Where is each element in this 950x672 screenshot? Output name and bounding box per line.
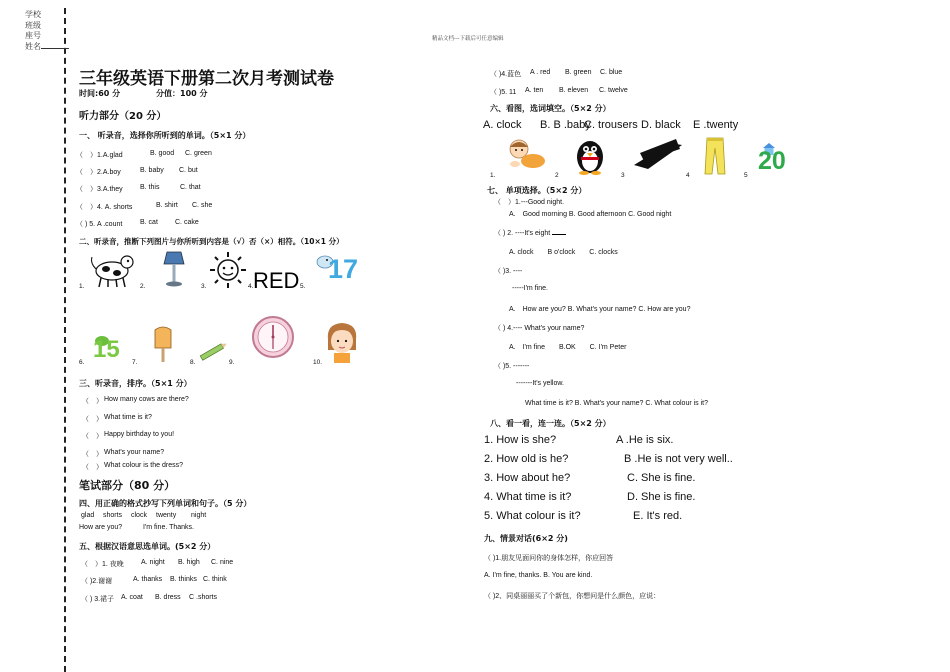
- s5-item: （ ）1. 夜晚 A. night B. high C. nine: [81, 559, 234, 568]
- student-info-stub: [25, 10, 70, 52]
- stub-name: 姓名: [25, 42, 70, 53]
- s2-num: 3.: [201, 283, 207, 290]
- s2-num: 5.: [300, 283, 306, 290]
- s9-item: （ )1.朋友见面问你的身体怎样，你应回答: [484, 555, 614, 562]
- binding-dashed-line: [64, 8, 66, 672]
- s1-item: （ ）4. A. shorts B. shirt C. she: [76, 202, 213, 211]
- s2-num: 9.: [229, 359, 235, 366]
- s2-num: 1.: [79, 283, 85, 290]
- s3-item: （ ） Happy birthday to you!: [82, 431, 175, 440]
- pencil-picture: [196, 340, 230, 364]
- s7-question: （ )3. ----: [494, 268, 523, 275]
- s2-num: 4.: [248, 283, 254, 290]
- section-9-title: 九、情景对话(6×2 分): [484, 534, 568, 543]
- s2-num: 8.: [190, 359, 196, 366]
- section-4-title: 四、用正确的格式抄写下列单词和句子。（5 分）: [79, 499, 252, 508]
- s8-left-item: 2. How old is he?: [484, 453, 569, 465]
- s2-num: 7.: [132, 359, 138, 366]
- score-label: 分值：100 分: [156, 89, 208, 98]
- s2-num: 6.: [79, 359, 85, 366]
- s6-num: 4: [686, 172, 690, 179]
- s7-question: （ )5. -------: [494, 363, 530, 370]
- s1-item: （ ）1.A.glad B. good C. green: [76, 150, 212, 159]
- trousers-picture: [703, 136, 727, 176]
- stub-seat: 座号: [25, 31, 41, 40]
- s7-question: （ ) 4.---- What's your name?: [494, 325, 585, 332]
- penguin-picture: [573, 135, 607, 175]
- s7-answers: What time is it? B. What's your name? C. What colour is it?: [525, 400, 709, 407]
- s8-right-item: E. It's red.: [633, 510, 683, 522]
- s6-num: 5: [744, 172, 748, 179]
- s8-left-item: 5. What colour is it?: [484, 510, 581, 522]
- listening-heading: 听力部分（20 分）: [79, 111, 167, 122]
- s8-right-item: A .He is six.: [616, 434, 674, 446]
- page-title: 三年级英语下册第二次月考测试卷: [79, 69, 334, 89]
- s6-num: 3: [621, 172, 625, 179]
- stub-school: 学校: [25, 10, 41, 19]
- lamp-picture: [160, 248, 188, 288]
- s1-item: （ ) 5. A .count B. cat C. cake: [76, 219, 199, 228]
- s8-right-item: B .He is not very well..: [624, 453, 733, 465]
- s7-answers: A. How are you? B. What's your name? C. How are you?: [509, 306, 691, 313]
- s8-left-item: 3. How about he?: [484, 472, 571, 484]
- s7-answers: A. clock B o'clock C. clocks: [509, 249, 618, 256]
- ice-cream-picture: [152, 326, 174, 366]
- s7-reply: -------It's yellow.: [516, 380, 564, 387]
- stub-class: 班级: [25, 20, 41, 30]
- clock-picture: [251, 315, 295, 359]
- s3-item: （ ） What's your name?: [82, 449, 165, 458]
- s6-num: 2: [555, 172, 559, 179]
- s5-item: （ )5. 11 A. ten B. eleven C. twelve: [490, 87, 628, 96]
- baby-picture: [505, 137, 547, 171]
- s7-question: （ ) 2. ----It's eight: [494, 228, 566, 238]
- s1-item: （ ）2.A.boy B. baby C. but: [76, 167, 198, 176]
- s6-num: 1.: [490, 172, 496, 179]
- s3-item: （ ） What time is it?: [82, 414, 152, 423]
- writing-heading: 笔试部分（80 分）: [79, 479, 176, 492]
- s4-words: glad shorts clock twenty night: [81, 512, 207, 519]
- red-word-picture: RED: [253, 268, 300, 293]
- time-label: 时间:60 分: [79, 89, 121, 98]
- s9-item: A. I'm fine, thanks. B. You are kind.: [484, 572, 593, 579]
- girl-picture: [322, 320, 362, 364]
- section-7-title: 七、 单项选择。（5×2 分）: [487, 186, 587, 195]
- s3-item: （ ） How many cows are there?: [82, 396, 189, 405]
- number-seventeen-picture: 17: [328, 254, 359, 284]
- s9-item: （ )2、同桌丽丽买了个新包，你想问是什么颜色，应说：: [484, 593, 661, 600]
- section-3-title: 三、听录音，排序。（5×1 分）: [79, 379, 192, 388]
- s4-sentence: How are you? I'm fine. Thanks.: [79, 524, 195, 531]
- section-5-title: 五、根据汉语意思选单词。(5×2 分）: [79, 542, 216, 551]
- s7-question: （ ）1.---Good night.: [494, 199, 565, 206]
- s8-right-item: C. She is fine.: [627, 472, 696, 484]
- section-1-title: 一、 听录音，选择你所听到的单词。（5×1 分）: [79, 131, 251, 140]
- s7-reply: -----I'm fine.: [512, 285, 548, 292]
- s6-options: A. clock B. B .baby C. trousers D. black E .twenty: [483, 119, 739, 131]
- s1-item: （ ）3.A.they B. this C. that: [76, 184, 201, 193]
- s2-num: 10.: [313, 359, 323, 366]
- s7-answers: A. I'm fine B.OK C. I'm Peter: [509, 344, 627, 351]
- number-fifteen-picture: 15: [93, 336, 120, 363]
- s8-left-item: 4. What time is it?: [484, 491, 572, 503]
- section-8-title: 八、看一看，连一连。（5×2 分）: [490, 419, 611, 428]
- black-scribble-picture: [630, 135, 686, 173]
- section-6-title: 六、看图，选词填空。（5×2 分）: [490, 104, 611, 113]
- cow-picture: [86, 249, 136, 289]
- header-note: 精品文档---下载后可任意编辑: [432, 36, 504, 42]
- number-twenty-picture: 20: [758, 147, 786, 175]
- sun-picture: [206, 250, 250, 290]
- s5-item: （ ) 3.裙子 A. coat B. dress C .shorts: [81, 594, 218, 603]
- s3-item: （ ） What colour is the dress?: [82, 462, 183, 471]
- s2-num: 2.: [140, 283, 146, 290]
- s8-right-item: D. She is fine.: [627, 491, 696, 503]
- s5-item: （ )4.蓝色 A . red B. green C. blue: [490, 69, 623, 78]
- s7-answers: A. Good morning B. Good afternoon C. Good night: [509, 211, 672, 218]
- s5-item: （ )2.谢谢 A. thanks B. thinks C. think: [81, 576, 227, 585]
- section-2-title: 二、听录音，推断下列图片与你所听到内容是（√）否（×）相符。（10×1 分）: [79, 237, 344, 246]
- s8-left-item: 1. How is she?: [484, 434, 557, 446]
